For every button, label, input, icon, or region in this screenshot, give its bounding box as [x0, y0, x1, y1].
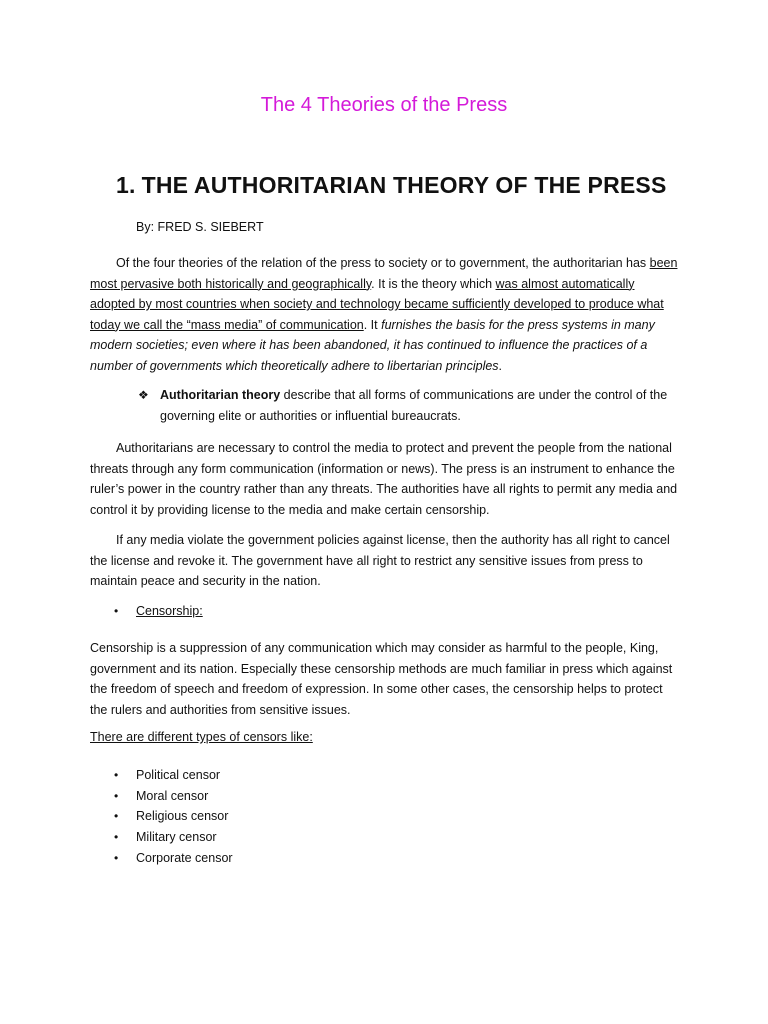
dot-bullet-icon: •: [114, 830, 119, 844]
theory-point: [138, 385, 680, 426]
paragraph-censorship: [90, 638, 680, 720]
list-item: [114, 786, 209, 807]
dot-bullet-icon: •: [114, 851, 119, 865]
intro-text-3: . It: [363, 317, 382, 332]
censor-type-religious: Religious censor: [136, 809, 229, 823]
document-title: The 4 Theories of the Press: [260, 94, 508, 116]
censorship-label: Censorship:: [136, 604, 203, 618]
intro-underline-1: been most pervasive both historically and geographically: [90, 256, 678, 291]
section-heading: [116, 172, 667, 199]
theory-point-text: describe that all forms of communications are under the control of the governing elite or authorities or influential bureaucrats.: [160, 388, 668, 423]
paragraph-censorship-text: Censorship is a suppression of any communication which may consider as harmful to the people, King, government and its nation. Especially these censorship methods are much familiar in press which against the freedom of speech and freedom of expression. In some other cases, the censorship helps to protect the rulers and authorities from sensitive issues.: [90, 641, 673, 717]
theory-point-bold: Authoritarian theory: [160, 388, 281, 402]
intro-underline-2: was almost automatically adopted by most countries when society and technology became sufficiently developed to produce what today we call the “mass media” of communication: [90, 276, 664, 332]
intro-text-1: Of the four theories of the relation of the press to society or to government, the authoritarian has: [116, 256, 650, 270]
dot-bullet-icon: •: [114, 789, 119, 803]
section-number: 1.: [116, 172, 136, 198]
list-item: [114, 827, 217, 848]
intro-paragraph: [90, 253, 680, 376]
section-heading-text: THE AUTHORITARIAN THEORY OF THE PRESS: [141, 172, 667, 198]
dot-bullet-icon: •: [114, 768, 119, 782]
intro-italic: furnishes the basis for the press systems in many modern societies; even where it has been abandoned, it has continued to influence the practices of a number of governments which theoretically adhere to libertarian principles: [90, 317, 655, 373]
censorship-label-item: [114, 601, 203, 622]
dot-bullet-icon: •: [114, 809, 119, 823]
censor-type-moral: Moral censor: [136, 789, 209, 803]
dot-bullet-icon: •: [114, 604, 119, 618]
censor-types-heading: There are different types of censors like:: [90, 730, 313, 744]
diamond-bullet-icon: ❖: [138, 388, 149, 402]
author-byline: By: FRED S. SIEBERT: [136, 220, 264, 234]
intro-text-2: . It is the theory which: [371, 276, 496, 291]
censor-type-corporate: Corporate censor: [136, 851, 233, 865]
intro-text-4: .: [498, 358, 503, 373]
censor-type-political: Political censor: [136, 768, 221, 782]
paragraph-license-text: If any media violate the government policies against license, then the authority has all right to cancel the license and revoke it. The government have all right to restrict any sensitive issues from press to maintain peace and security in the nation.: [90, 533, 670, 588]
list-item: [114, 848, 233, 869]
list-item: [114, 806, 229, 827]
censor-type-military: Military censor: [136, 830, 217, 844]
paragraph-authoritarians-text: Authoritarians are necessary to control the media to protect and prevent the people from the national threats through any form communication (information or news). The press is an instrument to enhance the ruler’s power in the country rather than any threats. The authorities have all rights to permit any media and control it by providing license to the media and make certain censorship.: [90, 441, 678, 517]
paragraph-authoritarians: [90, 438, 680, 520]
paragraph-license: [90, 530, 680, 592]
list-item: [114, 765, 221, 786]
